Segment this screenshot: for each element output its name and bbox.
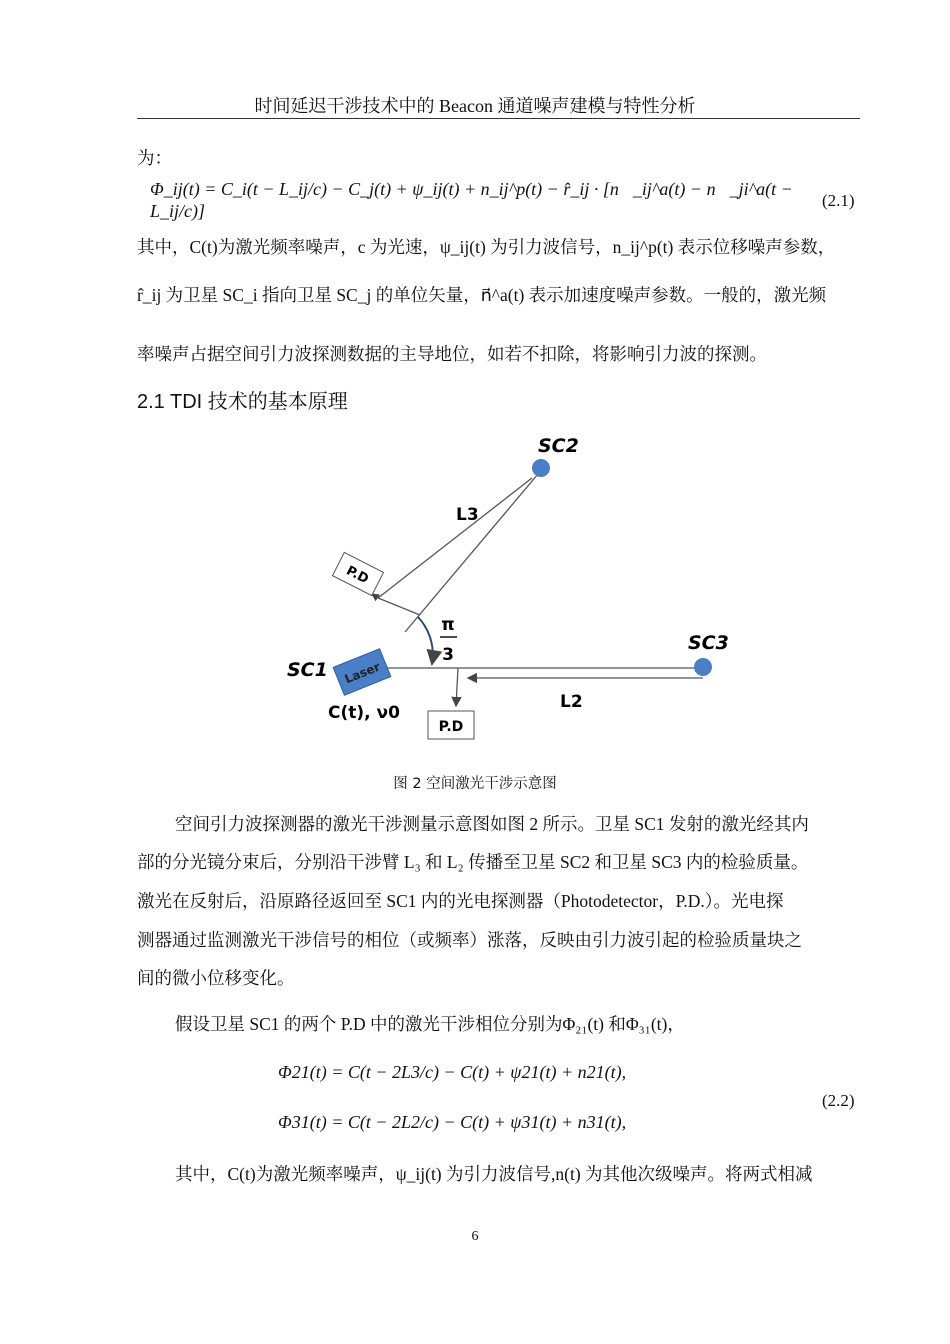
sc3-label: SC3 [688, 632, 729, 654]
angle-arc [418, 617, 433, 664]
running-header: 时间延迟干涉技术中的 Beacon 通道噪声建模与特性分析 [254, 96, 696, 116]
paragraph-line: 测器通过监测激光干涉信号的相位（或频率）涨落，反映由引力波引起的检验质量块之 [137, 930, 802, 950]
sc3-satellite [694, 658, 712, 676]
paragraph-line: 激光在反射后，沿原路径返回至 SC1 内的光电探测器（Photodetector，P.D.）。光电探 [137, 891, 784, 911]
page-number: 6 [471, 1229, 479, 1244]
pd-upper-label: P.D [343, 563, 371, 588]
paragraph-line: 间的微小位移变化。 [137, 968, 295, 988]
section-heading: 2.1 TDI 技术的基本原理 [137, 391, 348, 413]
pd-lower-label: P.D [438, 719, 464, 735]
pd-arrow [456, 668, 458, 706]
paragraph-line: 其中，C(t)为激光频率噪声，c 为光速，ψ_ij(t) 为引力波信号，n_ij^p(t) 表示位移噪声参数， [137, 237, 836, 257]
equation-2-1: Φ_ij(t) = C_i(t − L_ij/c) − C_j(t) + ψ_ij(t) + n_ij^p(t) − r̂_ij · [n⃗_ij^a(t) − n⃗_ji^a(t − L_ij/c)] [150, 179, 793, 221]
paragraph-line: 其中，C(t)为激光频率噪声，ψ_ij(t) 为引力波信号,n(t) 为其他次级噪声。将两式相减 [175, 1164, 813, 1184]
equation-number-2-1: (2.1) [822, 191, 855, 210]
l3-label: L3 [456, 505, 479, 525]
paragraph-line: 假设卫星 SC1 的两个 P.D 中的激光干涉相位分别为Φ₂₁(t) 和Φ₃₁(t)， [175, 1014, 685, 1034]
l2-label: L2 [560, 692, 583, 712]
paragraph-line: 部的分光镜分束后，分别沿干涉臂 L₃ 和 L₂ 传播至卫星 SC2 和卫星 SC3 内的检验质量。 [137, 852, 809, 872]
sc2-label: SC2 [538, 435, 579, 457]
sc2-satellite [532, 459, 550, 477]
pd-upper-box [332, 552, 383, 595]
paragraph-line: 率噪声占据空间引力波探测数据的主导地位，如若不扣除，将影响引力波的探测。 [137, 344, 767, 364]
laser-box [333, 649, 391, 696]
angle-denominator: 3 [442, 645, 454, 665]
equation-2-2b: Φ31(t) = C(t − 2L2/c) − C(t) + ψ31(t) + n31(t), [278, 1112, 627, 1132]
figure-caption: 图 2 空间激光干涉示意图 [393, 776, 557, 792]
sc1-label: SC1 [287, 659, 328, 681]
paragraph-line: 空间引力波探测器的激光干涉测量示意图如图 2 所示。卫星 SC1 发射的激光经其内 [175, 814, 809, 834]
paragraph-line: r̂_ij 为卫星 SC_i 指向卫星 SC_j 的单位矢量，n⃗^a(t) 表示加速度噪声参数。一般的，激光频 [137, 285, 827, 305]
intro-text: 为： [137, 148, 172, 168]
equation-number-2-2: (2.2) [822, 1091, 855, 1110]
angle-numerator: π [441, 615, 455, 635]
pd-upper-link [378, 598, 420, 615]
equation-2-2a: Φ21(t) = C(t − 2L3/c) − C(t) + ψ21(t) + n21(t), [278, 1062, 627, 1082]
arm-l3-return [378, 478, 532, 598]
arm-l3-outbound [405, 474, 538, 632]
pd-upper-arrow [372, 594, 378, 598]
laser-label: Laser [342, 659, 383, 687]
source-label: C(t), ν0 [328, 703, 400, 723]
